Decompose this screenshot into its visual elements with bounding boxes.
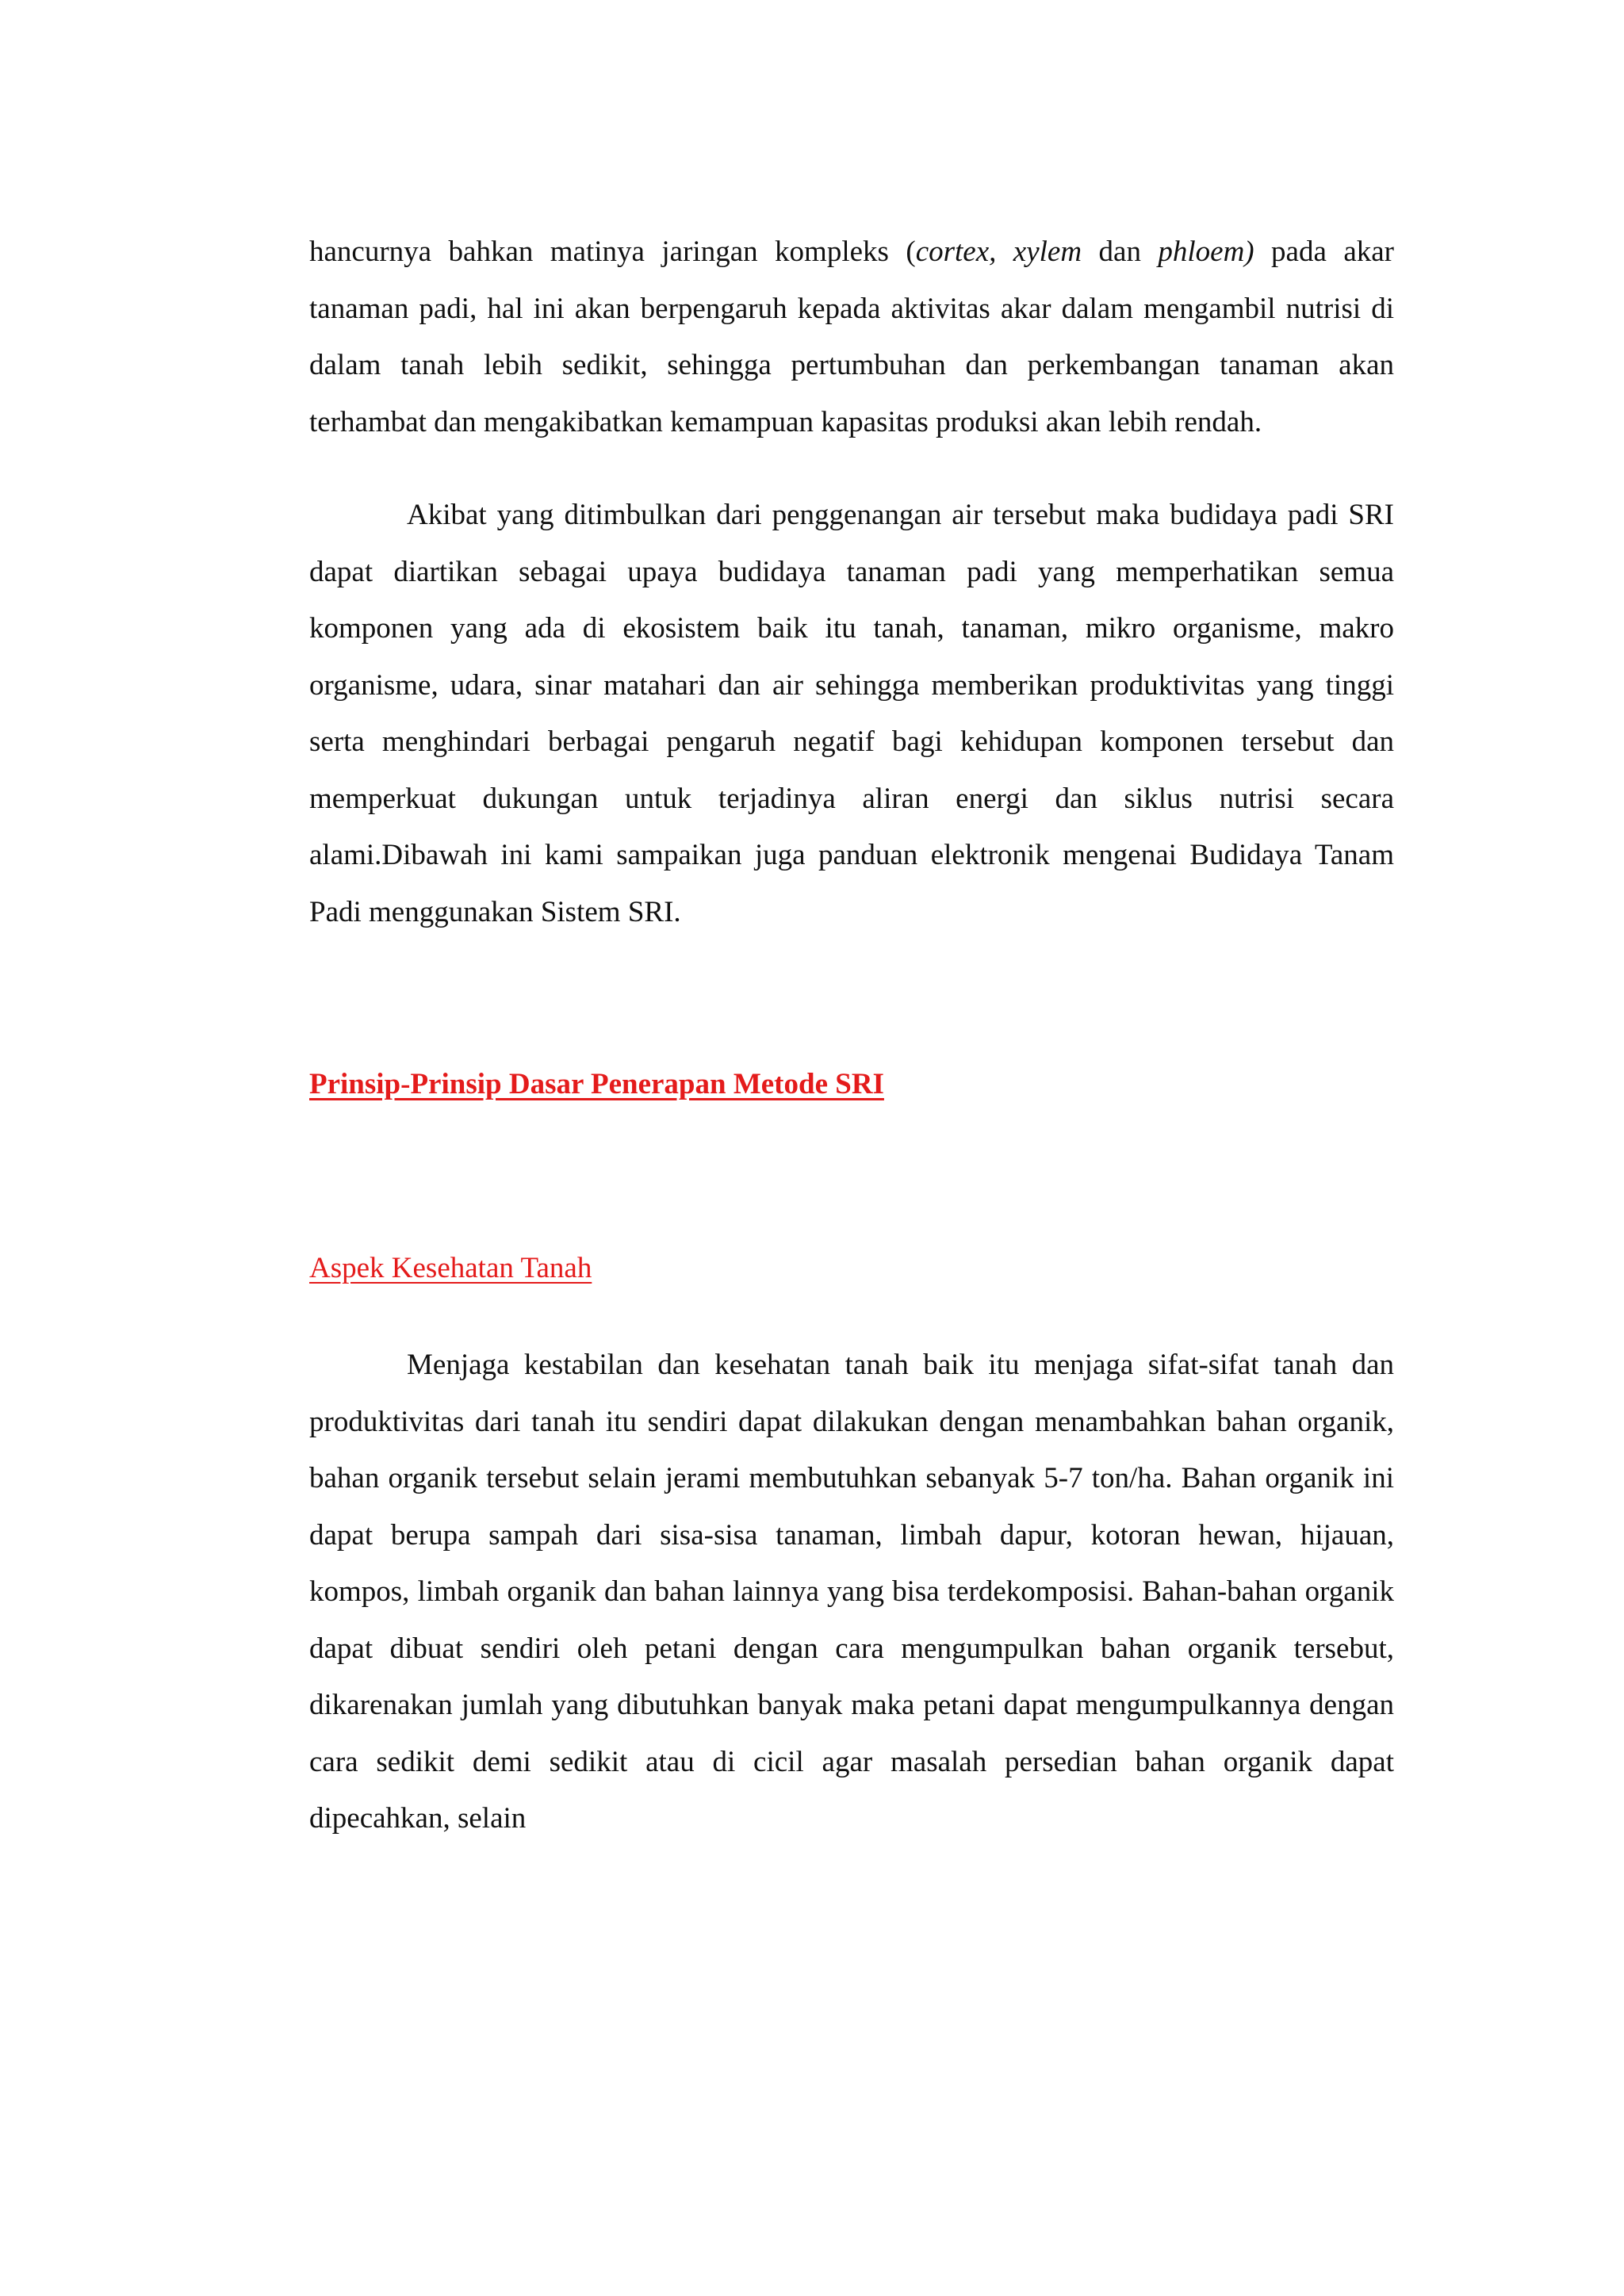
section-heading: Prinsip-Prinsip Dasar Penerapan Metode SRI [309,1068,884,1100]
paragraph-intro-text-b: dan [1082,235,1159,268]
plant-tissue-terms: cortex, xylem [915,235,1082,268]
phloem-term: phloem) [1158,235,1254,268]
spacer [309,940,1394,1056]
paragraph-intro [309,224,1394,450]
paragraph-sri-definition: Akibat yang ditimbulkan dari penggenangan air tersebut maka budidaya padi SRI dapat diartikan sebagai upaya budidaya tanaman padi yang memperhatikan semua komponen yang ada di ekosistem baik itu tanah, tanaman, mikro organisme, makro organisme, udara, sinar matahari dan air sehingga memberikan produktivitas yang tinggi serta menghindari berbagai pengaruh negatif bagi kehidupan komponen tersebut dan memperkuat dukungan untuk terjadinya aliran energi dan siklus nutrisi secara alami.Dibawah ini kami sampaikan juga panduan elektronik mengenai Budidaya Tanam Padi menggunakan Sistem SRI. [309,499,1394,928]
paragraph-intro-text-a: hancurnya bahkan matinya jaringan kompleks ( [309,235,916,268]
spacer [309,1297,1394,1337]
page-content [309,224,1394,1847]
spacer [309,450,1394,487]
spacer [309,1113,1394,1240]
paragraph-intro-text-c: pada akar tanaman padi, hal ini akan berpengaruh kepada aktivitas akar dalam mengambil nutrisi di dalam tanah lebih sedikit, sehingga pertumbuhan dan perkembangan tanaman akan terhambat dan mengakibatkan kemampuan kapasitas produksi akan lebih rendah. [309,235,1394,438]
paragraph-soil-health: Menjaga kestabilan dan kesehatan tanah baik itu menjaga sifat-sifat tanah dan produktivitas dari tanah itu sendiri dapat dilakukan dengan menambahkan bahan organik, bahan organik tersebut selain jerami membutuhkan sebanyak 5-7 ton/ha. Bahan organik ini dapat berupa sampah dari sisa-sisa tanaman, limbah dapur, kotoran hewan, hijauan, kompos, limbah organik dan bahan lainnya yang bisa terdekomposisi. Bahan-bahan organik dapat dibuat sendiri oleh petani dengan cara mengumpulkan bahan organik tersebut, dikarenakan jumlah yang dibutuhkan banyak maka petani dapat mengumpulkannya dengan cara sedikit demi sedikit atau di cicil agar masalah persedian bahan organik dapat dipecahkan, selain [309,1349,1394,1835]
subsection-heading: Aspek Kesehatan Tanah [309,1252,592,1284]
